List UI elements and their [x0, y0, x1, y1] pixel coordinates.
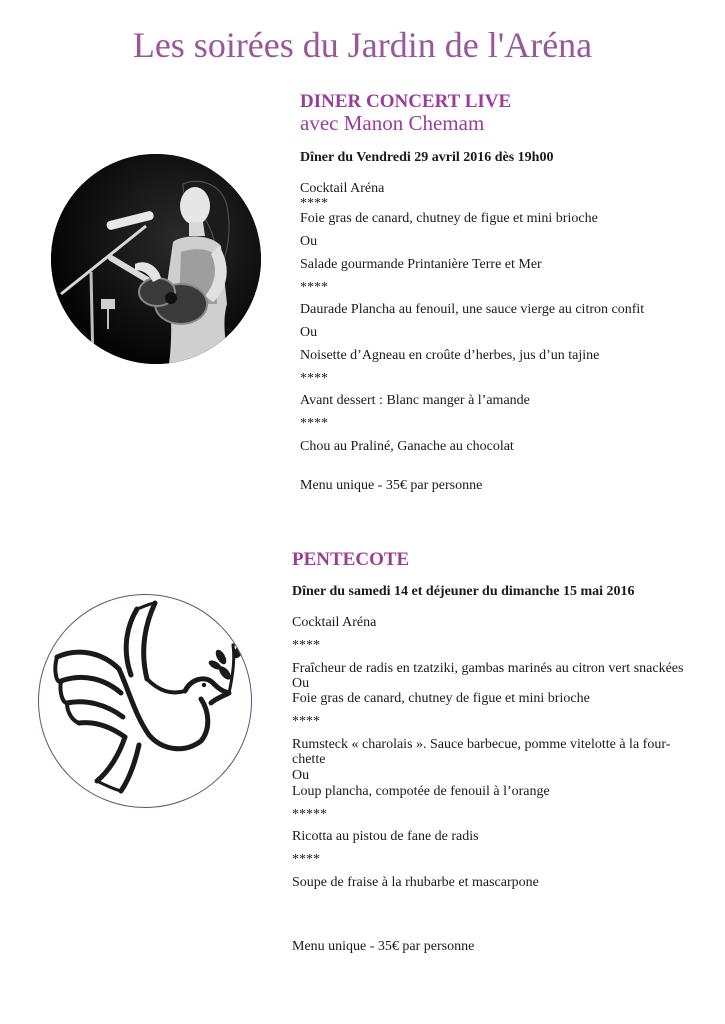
concert-menu-item: Foie gras de canard, chutney de figue et mini brioche	[300, 211, 598, 226]
pentecote-heading: PENTECOTE	[292, 549, 410, 570]
pentecote-menu-item: Soupe de fraise à la rhubarbe et mascarpone	[292, 875, 539, 890]
concert-heading: DINER CONCERT LIVE	[300, 91, 512, 112]
pentecote-menu-or: Ou	[292, 676, 310, 691]
concert-menu-item: Chou au Praliné, Ganache au chocolat	[300, 439, 514, 454]
concert-menu-item: Daurade Plancha au fenouil, une sauce vierge au citron confit	[300, 302, 645, 317]
concert-menu-separator: ****	[300, 196, 328, 211]
pentecote-menu-separator: ****	[292, 638, 320, 653]
concert-date: Dîner du Vendredi 29 avril 2016 dès 19h00	[300, 150, 554, 165]
singer-guitar-photo	[51, 154, 261, 364]
concert-price: Menu unique - 35€ par personne	[300, 478, 483, 493]
concert-menu-item: Noisette d’Agneau en croûte d’herbes, jus d’un tajine	[300, 348, 600, 363]
concert-menu-item: Avant dessert : Blanc manger à l’amande	[300, 393, 530, 408]
pentecote-menu-separator: ****	[292, 714, 320, 729]
pentecote-menu-separator: ****	[292, 852, 320, 867]
pentecote-menu-separator: *****	[292, 807, 327, 822]
page-title: Les soirées du Jardin de l'Aréna	[132, 25, 593, 65]
concert-menu-separator: ****	[300, 371, 328, 386]
dove-olive-branch-icon	[38, 594, 252, 808]
concert-menu-separator: ****	[300, 280, 328, 295]
concert-menu-item: Salade gourmande Printanière Terre et Mer	[300, 257, 542, 272]
pentecote-menu-item: Rumsteck « charolais ». Sauce barbecue, pomme vitelotte à la four-chette	[292, 737, 671, 767]
pentecote-date: Dîner du samedi 14 et déjeuner du dimanche 15 mai 2016	[292, 584, 635, 599]
concert-menu-or: Ou	[300, 325, 318, 340]
pentecote-menu-item: Cocktail Aréna	[292, 615, 377, 630]
pentecote-menu-item: Foie gras de canard, chutney de figue et mini brioche	[292, 691, 590, 706]
pentecote-menu-item: Fraîcheur de radis en tzatziki, gambas marinés au citron vert snackées	[292, 661, 684, 676]
concert-menu-item: Cocktail Aréna	[300, 181, 385, 196]
concert-menu-separator: ****	[300, 416, 328, 431]
pentecote-menu-item: Ricotta au pistou de fane de radis	[292, 829, 479, 844]
pentecote-menu-item: Loup plancha, compotée de fenouil à l’orange	[292, 784, 550, 799]
pentecote-menu-or: Ou	[292, 768, 310, 783]
concert-menu-or: Ou	[300, 234, 318, 249]
concert-subheading: avec Manon Chemam	[300, 111, 485, 135]
pentecote-price: Menu unique - 35€ par personne	[292, 939, 475, 954]
